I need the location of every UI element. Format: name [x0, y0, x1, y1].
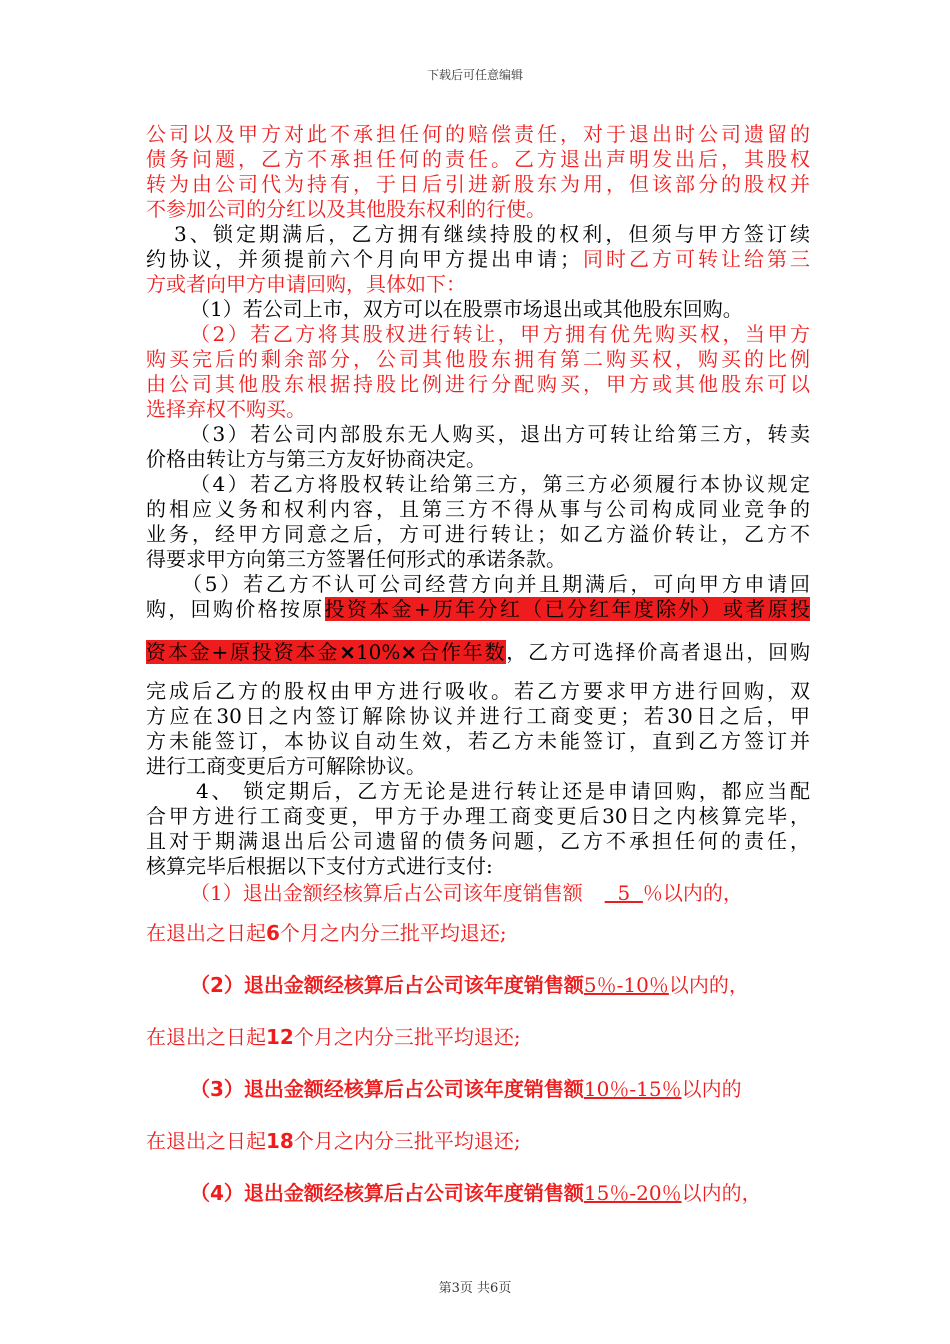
- clause-3-item-5: [146, 572, 810, 779]
- text-line: 公司以及甲方对此不承担任何的赔偿责任，对于退出时公司遗留的: [146, 122, 810, 146]
- refund-item-3: （3）退出金额经核算后占公司该年度销售额10％-15％以内的: [190, 1077, 742, 1101]
- text-line: 合甲方进行工商变更，甲方于办理工商变更后30日之内核算完毕，: [146, 804, 810, 828]
- refund-item-4: （4）退出金额经核算后占公司该年度销售额15％-20％以内的，: [190, 1181, 762, 1205]
- text-line: 3、锁定期满后，乙方拥有继续持股的权利，但须与甲方签订续: [174, 222, 810, 246]
- text-line: 由公司其他股东根据持股比例进行分配购买，甲方或其他股东可以: [146, 372, 810, 396]
- text-line: （2）若乙方将其股权进行转让，甲方拥有优先购买权，当甲方: [190, 322, 810, 346]
- highlighted-formula: 资本金+原投资本金×10%×合作年数: [146, 640, 507, 664]
- document-body: [146, 122, 810, 1208]
- paragraph-continued: [146, 122, 810, 222]
- text-line: 购买完后的剩余部分，公司其他股东拥有第二购买权，购买的比例: [146, 347, 810, 371]
- text-line: 在退出之日起12个月之内分三批平均退还;: [146, 1025, 521, 1049]
- clause-3-item-2: [146, 322, 810, 422]
- text-line: 方或者向甲方申请回购，具体如下：: [146, 272, 466, 296]
- text-line: （3）若公司内部股东无人购买，退出方可转让给第三方，转卖: [190, 422, 810, 446]
- clause-3-item-4: [146, 472, 810, 572]
- page-header: 下载后可任意编辑: [426, 68, 523, 82]
- refund-item-2: （2）退出金额经核算后占公司该年度销售额5％-10％以内的，: [190, 973, 749, 997]
- text-line: 4、 锁定期后，乙方无论是进行转让还是申请回购，都应当配: [196, 779, 810, 803]
- text-line: 在退出之日起18个月之内分三批平均退还;: [146, 1129, 521, 1153]
- text-line: 债务问题，乙方不承担任何的责任。乙方退出声明发出后，其股权: [146, 147, 810, 171]
- text-line: 不参加公司的分红以及其他股东权利的行使。: [146, 197, 546, 221]
- text-line: 的相应义务和权利内容，且第三方不得从事与公司构成同业竞争的: [146, 497, 810, 521]
- text-line: 购，回购价格按原投资本金+历年分红（已分红年度除外）或者原投: [146, 597, 810, 621]
- text-line: 业务，经甲方同意之后，方可进行转让；如乙方溢价转让，乙方不: [146, 522, 810, 546]
- text-line: 价格由转让方与第三方友好协商决定。: [146, 447, 486, 471]
- text-line: 转为由公司代为持有，于日后引进新股东为用，但该部分的股权并: [146, 172, 810, 196]
- text-line: 在退出之日起6个月之内分三批平均退还;: [146, 921, 507, 945]
- text-line: 方未能签订，本协议自动生效，若乙方未能签订，直到乙方签订并: [146, 729, 810, 753]
- text-line: 完成后乙方的股权由甲方进行吸收。若乙方要求甲方进行回购，双: [146, 679, 810, 703]
- text-line: 核算完毕后根据以下支付方式进行支付:: [146, 854, 493, 878]
- text-line: （4）若乙方将股权转让给第三方，第三方必须履行本协议规定: [190, 472, 810, 496]
- clause-4: [146, 779, 810, 879]
- clause-3-item-1: （1）若公司上市，双方可以在股票市场退出或其他股东回购。: [190, 297, 743, 321]
- highlighted-formula: 投资本金+历年分红（已分红年度除外）或者原投: [324, 597, 810, 621]
- text-line: （5）若乙方不认可公司经营方向并且期满后，可向甲方申请回: [182, 572, 810, 596]
- text-line: 得要求甲方向第三方签署任何形式的承诺条款。: [146, 547, 566, 571]
- text-line: 资本金+原投资本金×10%×合作年数，乙方可选择价高者退出，回购: [146, 640, 810, 664]
- text-line: 选择弃权不购买。: [146, 397, 306, 421]
- text-line: 且对于期满退出后公司遗留的债务问题，乙方不承担任何的责任，: [146, 829, 810, 853]
- clause-3: [146, 222, 810, 297]
- text-line: 约协议，并须提前六个月向甲方提出申请；同时乙方可转让给第三: [146, 247, 810, 271]
- clause-3-item-3: [146, 422, 810, 472]
- page-footer: 第3页 共6页: [438, 1281, 512, 1296]
- text-line: 方应在30日之内签订解除协议并进行工商变更；若30日之后，甲: [146, 704, 810, 728]
- refund-item-1: （1）退出金额经核算后占公司该年度销售额 5 ％以内的，: [190, 881, 743, 905]
- refund-schedule: [146, 881, 810, 1208]
- text-line: 进行工商变更后方可解除协议。: [146, 754, 426, 778]
